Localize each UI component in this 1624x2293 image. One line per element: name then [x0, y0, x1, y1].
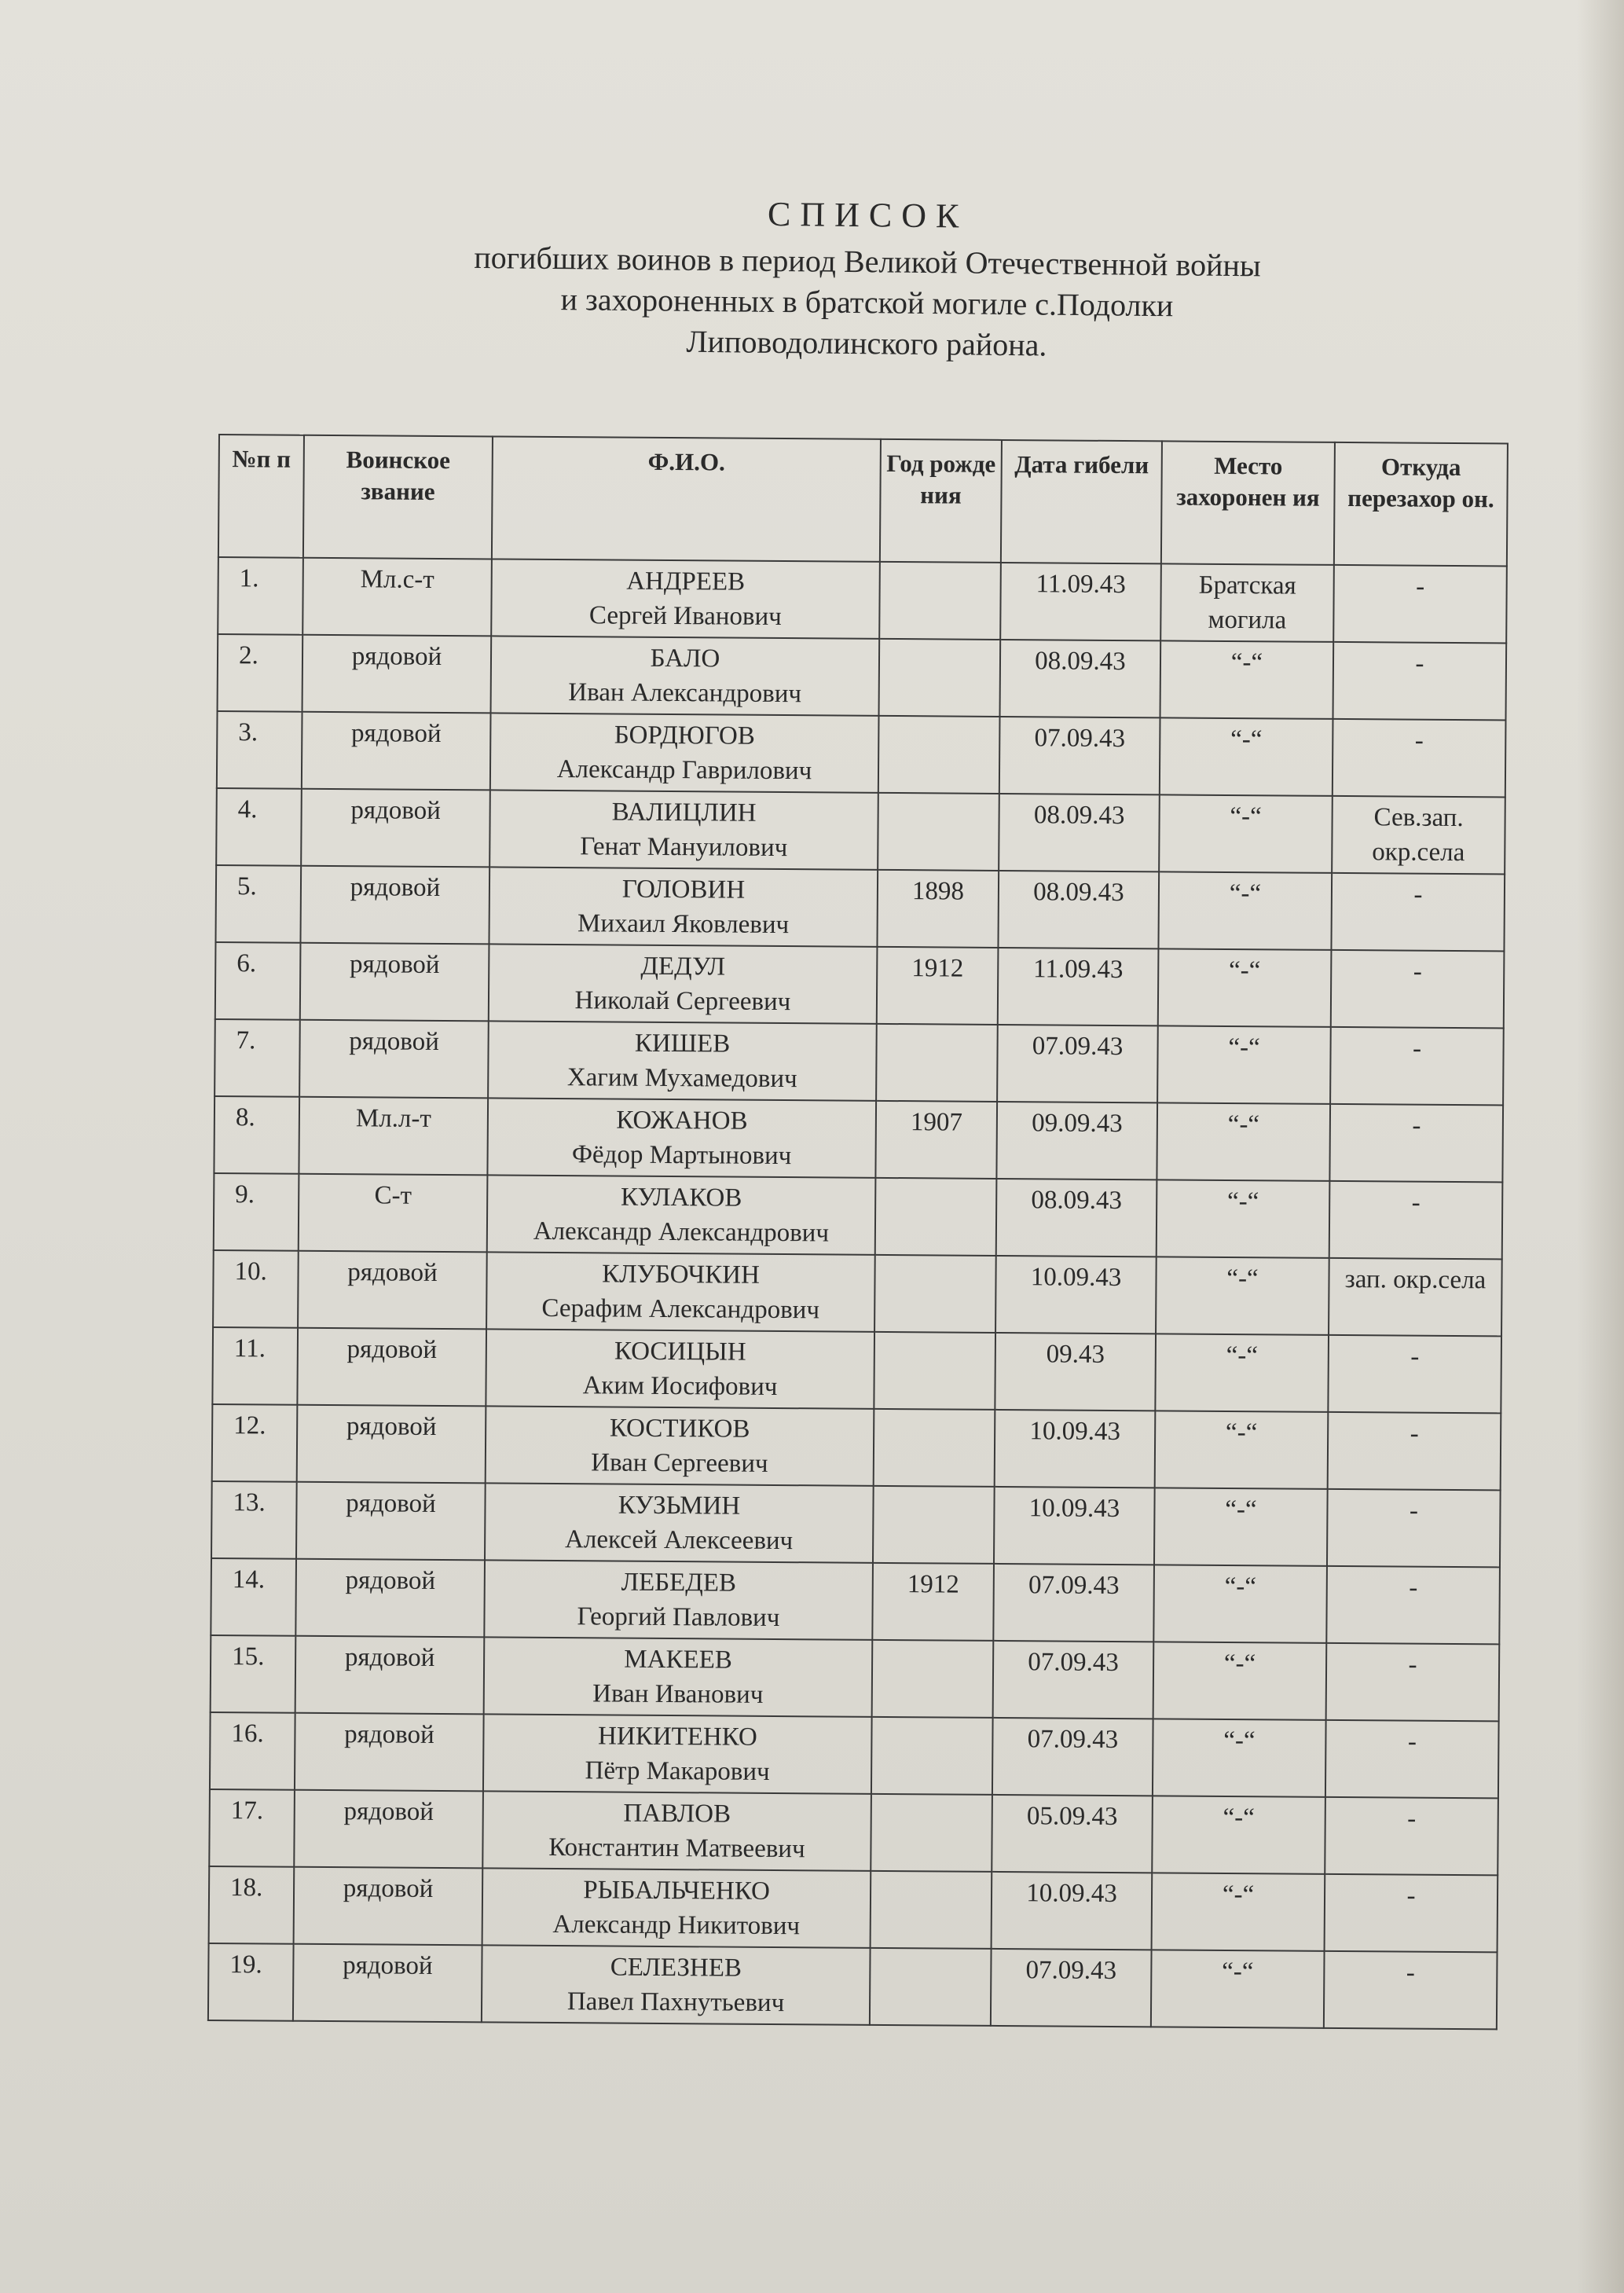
cell-rank: рядовой	[300, 943, 489, 1022]
cell-number: 5.	[215, 865, 301, 943]
surname: КОСИЦЫН	[614, 1337, 746, 1367]
cell-burial-place: “-“	[1160, 717, 1333, 796]
cell-full-name	[486, 1406, 874, 1485]
surname: ПАВЛОВ	[623, 1799, 731, 1829]
given-name-patronymic: Иван Сергеевич	[591, 1448, 768, 1478]
cell-death-date: 11.09.43	[1000, 563, 1161, 640]
cell-death-date: 10.09.43	[992, 1872, 1153, 1950]
surname: КОСТИКОВ	[609, 1414, 750, 1444]
cell-rank: Мл.с-т	[302, 558, 492, 637]
surname: КУЗЬМИН	[618, 1491, 741, 1521]
cell-reburied-from: -	[1325, 1874, 1498, 1953]
cell-number: 8.	[214, 1096, 299, 1174]
cell-birth-year: 1912	[872, 1563, 994, 1641]
subtitle-line-2: и захороненных в братской могиле с.Подолки	[560, 281, 1174, 324]
cell-birth-year	[878, 793, 999, 871]
cell-full-name	[491, 559, 880, 638]
cell-burial-place: “-“	[1151, 1950, 1325, 2028]
cell-death-date: 07.09.43	[997, 1025, 1158, 1102]
cell-reburied-from: -	[1325, 1720, 1499, 1799]
cell-burial-place: “-“	[1154, 1488, 1328, 1566]
cell-full-name	[486, 1329, 874, 1408]
document-header	[328, 189, 1406, 369]
cell-burial-place: “-“	[1152, 1873, 1325, 1951]
cell-rank: рядовой	[297, 1405, 486, 1484]
given-name-patronymic: Александр Никитович	[552, 1910, 801, 1941]
cell-burial-place: “-“	[1158, 871, 1332, 950]
cell-death-date: 08.09.43	[1000, 640, 1161, 717]
given-name-patronymic: Фёдор Мартынович	[571, 1140, 792, 1171]
cell-reburied-from: -	[1326, 1566, 1500, 1645]
table-row	[216, 788, 1505, 874]
cell-birth-year	[874, 1409, 995, 1487]
cell-burial-place: “-“	[1157, 1180, 1330, 1258]
cell-full-name	[490, 713, 879, 792]
cell-full-name	[489, 867, 878, 946]
given-name-patronymic: Генат Мануилович	[580, 832, 788, 863]
cell-reburied-from: -	[1329, 1104, 1503, 1183]
cell-rank: рядовой	[295, 1559, 485, 1638]
column-header-rank: Воинское звание	[303, 435, 493, 559]
given-name-patronymic: Хагим Мухамедович	[566, 1063, 797, 1094]
cell-number: 15.	[211, 1635, 296, 1713]
surname: РЫБАЛЬЧЕНКО	[583, 1876, 770, 1906]
cell-full-name	[486, 1252, 875, 1331]
cell-number: 13.	[211, 1481, 297, 1559]
cell-birth-year	[875, 1178, 997, 1256]
cell-birth-year	[878, 716, 1000, 794]
cell-reburied-from: -	[1329, 1181, 1503, 1260]
cell-number: 12.	[212, 1404, 298, 1482]
table-row	[215, 865, 1505, 951]
column-header-full-name: Ф.И.О.	[492, 436, 881, 561]
cell-reburied-from: -	[1331, 873, 1505, 952]
cell-rank: рядовой	[298, 1251, 487, 1330]
cell-rank: рядовой	[299, 1020, 489, 1099]
cell-number: 16.	[210, 1712, 295, 1790]
given-name-patronymic: Николай Сергеевич	[574, 986, 791, 1017]
column-header-birth-year: Год рожде ния	[880, 439, 1002, 563]
table-row	[212, 1327, 1501, 1413]
column-header-reburied-from: Откуда перезахор он.	[1334, 442, 1508, 567]
table-row	[218, 634, 1507, 720]
cell-number: 10.	[213, 1250, 299, 1328]
surname: КУЛАКОВ	[620, 1183, 742, 1213]
cell-birth-year	[871, 1794, 992, 1872]
cell-number: 11.	[212, 1327, 298, 1405]
table-row	[215, 942, 1505, 1028]
cell-death-date: 10.09.43	[994, 1487, 1155, 1565]
column-header-number: №п п	[218, 435, 304, 558]
cell-rank: Мл.л-т	[299, 1097, 488, 1176]
cell-rank: рядовой	[302, 635, 492, 714]
given-name-patronymic: Сергей Иванович	[588, 601, 782, 632]
cell-burial-place: “-“	[1153, 1642, 1327, 1720]
cell-full-name	[489, 790, 878, 869]
surname: ЛЕБЕДЕВ	[621, 1568, 737, 1598]
cell-birth-year	[876, 1024, 998, 1102]
surname: КИШЕВ	[634, 1029, 731, 1058]
cell-rank: рядовой	[301, 789, 490, 868]
cell-death-date: 09.09.43	[996, 1102, 1157, 1180]
cell-birth-year: 1912	[877, 947, 999, 1025]
given-name-patronymic: Пётр Макарович	[585, 1756, 770, 1786]
cell-number: 14.	[211, 1558, 296, 1636]
cell-reburied-from: -	[1325, 1797, 1498, 1876]
cell-death-date: 09.43	[995, 1333, 1156, 1411]
table-row	[209, 1866, 1498, 1952]
table-row	[212, 1404, 1501, 1490]
given-name-patronymic: Павел Пахнутьевич	[566, 1987, 785, 2018]
cell-burial-place: “-“	[1153, 1565, 1327, 1643]
cell-death-date: 10.09.43	[995, 1410, 1156, 1488]
cell-full-name	[489, 944, 878, 1023]
surname: КЛУБОЧКИН	[602, 1260, 760, 1290]
cell-number: 7.	[214, 1019, 300, 1097]
cell-death-date: 05.09.43	[992, 1795, 1153, 1873]
surname: БОРДЮГОВ	[614, 721, 755, 750]
cell-reburied-from: -	[1328, 1335, 1501, 1414]
given-name-patronymic: Михаил Яковлевич	[577, 909, 790, 940]
cell-burial-place: “-“	[1157, 1025, 1331, 1104]
surname: ДЕДУЛ	[640, 952, 726, 981]
cell-death-date: 07.09.43	[993, 1564, 1154, 1642]
surname: СЕЛЕЗНЕВ	[610, 1953, 742, 1983]
subtitle-line-3: Липоводолинского района.	[686, 323, 1047, 363]
table-row	[214, 1096, 1503, 1182]
cell-reburied-from: -	[1328, 1412, 1501, 1491]
cell-reburied-from: -	[1333, 642, 1507, 721]
cell-burial-place: “-“	[1157, 1102, 1330, 1181]
table-header-row	[218, 435, 1508, 566]
cell-number: 2.	[218, 634, 303, 712]
table-row	[213, 1250, 1502, 1336]
cell-birth-year	[879, 562, 1001, 640]
given-name-patronymic: Аким Иосифович	[582, 1371, 778, 1401]
given-name-patronymic: Георгий Павлович	[577, 1602, 780, 1633]
cell-burial-place: “-“	[1153, 1719, 1326, 1797]
cell-birth-year	[879, 639, 1001, 717]
cell-death-date: 07.09.43	[993, 1641, 1154, 1719]
table-row	[208, 1943, 1498, 2029]
cell-full-name	[482, 1868, 871, 1947]
surname: ГОЛОВИН	[621, 875, 746, 904]
cell-rank: рядовой	[297, 1328, 486, 1407]
cell-burial-place: Братская могила	[1160, 563, 1334, 642]
cell-death-date: 08.09.43	[996, 1179, 1157, 1257]
document-title: СПИСОК	[767, 194, 969, 236]
cell-full-name	[484, 1560, 873, 1639]
page-edge-shadow	[1577, 0, 1624, 2293]
cell-burial-place: “-“	[1152, 1796, 1325, 1874]
given-name-patronymic: Иван Александрович	[568, 678, 802, 709]
cell-burial-place: “-“	[1159, 794, 1333, 873]
cell-reburied-from: -	[1330, 1027, 1504, 1106]
cell-rank: рядовой	[295, 1713, 484, 1792]
surname: АНДРЕЕВ	[626, 567, 746, 596]
cell-birth-year	[874, 1255, 996, 1333]
surname: КОЖАНОВ	[616, 1106, 748, 1135]
cell-reburied-from: -	[1327, 1489, 1501, 1568]
table-row	[210, 1712, 1499, 1798]
cell-reburied-from: -	[1333, 565, 1507, 644]
cell-burial-place: “-“	[1155, 1334, 1329, 1412]
cell-death-date: 08.09.43	[998, 871, 1159, 948]
cell-rank: рядовой	[296, 1482, 486, 1561]
cell-death-date: 11.09.43	[998, 948, 1159, 1025]
cell-birth-year	[871, 1717, 993, 1795]
table-row	[211, 1481, 1501, 1567]
surname: МАКЕЕВ	[624, 1645, 732, 1675]
cell-birth-year	[870, 1948, 992, 2026]
cell-burial-place: “-“	[1160, 640, 1334, 719]
cell-rank: рядовой	[295, 1636, 485, 1715]
given-name-patronymic: Константин Матвеевич	[548, 1833, 805, 1864]
cell-rank: рядовой	[294, 1790, 483, 1869]
cell-reburied-from: зап. окр.села	[1329, 1258, 1502, 1337]
cell-number: 19.	[208, 1943, 294, 2021]
cell-rank: рядовой	[302, 712, 491, 791]
table-row	[211, 1558, 1500, 1644]
table-body	[208, 557, 1507, 2029]
given-name-patronymic: Александр Александрович	[533, 1216, 830, 1248]
cell-birth-year	[873, 1486, 995, 1564]
cell-birth-year	[874, 1332, 995, 1410]
cell-rank: С-т	[299, 1174, 488, 1253]
given-name-patronymic: Иван Иванович	[592, 1679, 764, 1709]
subtitle-line-1: погибших воинов в период Великой Отечественной войны	[474, 239, 1262, 284]
table-row	[218, 557, 1507, 643]
surname: ВАЛИЦЛИН	[611, 798, 757, 827]
cell-reburied-from: -	[1333, 719, 1506, 798]
cell-rank: рядовой	[294, 1867, 483, 1946]
table-row	[211, 1635, 1500, 1721]
cell-death-date: 07.09.43	[999, 717, 1160, 794]
table-row	[214, 1173, 1503, 1259]
cell-death-date: 07.09.43	[992, 1718, 1153, 1796]
cell-number: 3.	[217, 711, 302, 789]
cell-number: 18.	[209, 1866, 295, 1944]
cell-reburied-from: -	[1324, 1951, 1498, 2030]
cell-reburied-from: Сев.зап. окр.села	[1332, 796, 1505, 875]
surname: БАЛО	[650, 644, 720, 673]
cell-full-name	[491, 636, 880, 715]
cell-number: 4.	[216, 788, 302, 866]
casualty-table-wrap	[207, 434, 1509, 2030]
cell-full-name	[487, 1175, 876, 1254]
cell-full-name	[488, 1021, 877, 1100]
cell-birth-year: 1907	[875, 1101, 997, 1179]
given-name-patronymic: Серафим Александрович	[541, 1293, 820, 1325]
cell-full-name	[487, 1098, 876, 1177]
cell-reburied-from: -	[1326, 1643, 1500, 1722]
given-name-patronymic: Алексей Алексеевич	[564, 1525, 794, 1556]
cell-number: 6.	[215, 942, 301, 1020]
table-row	[217, 711, 1506, 797]
table-row	[209, 1789, 1498, 1875]
cell-rank: рядовой	[300, 866, 489, 945]
cell-full-name	[485, 1483, 874, 1562]
surname: НИКИТЕНКО	[597, 1722, 757, 1752]
cell-burial-place: “-“	[1155, 1411, 1329, 1489]
cell-full-name	[482, 1791, 871, 1870]
cell-burial-place: “-“	[1158, 948, 1332, 1027]
cell-rank: рядовой	[293, 1944, 482, 2023]
cell-death-date: 07.09.43	[991, 1949, 1152, 2027]
cell-reburied-from: -	[1331, 950, 1505, 1029]
cell-birth-year	[872, 1640, 994, 1718]
column-header-death-date: Дата гибели	[1001, 440, 1162, 563]
cell-number: 9.	[214, 1173, 299, 1251]
cell-full-name	[484, 1637, 873, 1716]
cell-birth-year	[871, 1871, 992, 1949]
cell-burial-place: “-“	[1156, 1257, 1329, 1335]
cell-birth-year: 1898	[877, 870, 999, 948]
column-header-burial-place: Место захоронен ия	[1161, 441, 1335, 565]
table-row	[214, 1019, 1504, 1105]
cell-number: 17.	[209, 1789, 295, 1867]
cell-death-date: 08.09.43	[999, 794, 1160, 871]
cell-number: 1.	[218, 557, 303, 635]
cell-death-date: 10.09.43	[995, 1256, 1157, 1334]
casualty-table	[207, 434, 1509, 2030]
cell-full-name	[482, 1945, 871, 2024]
given-name-patronymic: Александр Гаврилович	[556, 755, 812, 786]
cell-full-name	[483, 1714, 872, 1793]
